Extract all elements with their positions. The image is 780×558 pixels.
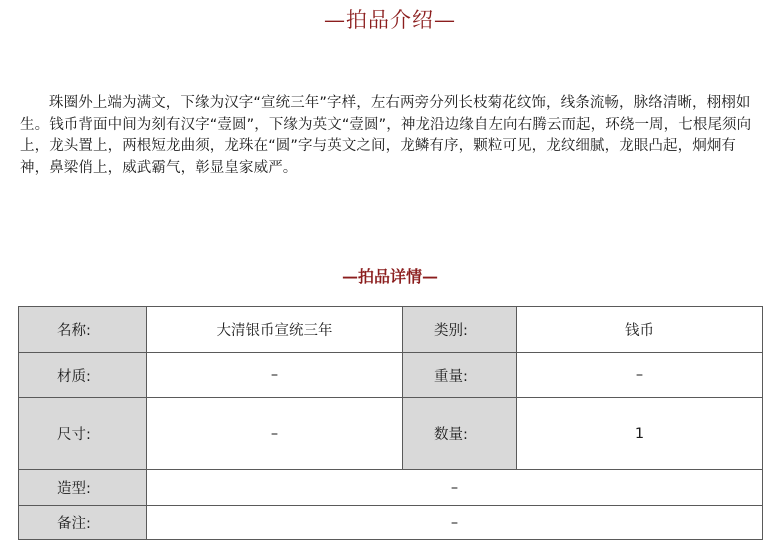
table-row (19, 398, 763, 470)
lot-intro-heading: —拍品介绍— (324, 8, 456, 32)
table-row (19, 353, 763, 398)
lot-description: 珠圈外上端为满文，下缘为汉字“宣统三年”字样，左右两旁分列长枝菊花纹饰，线条流畅，脉络清晰，栩栩如生。钱币背面中间为刻有汉字“壹圆”，下缘为英文“壹圆”，神龙沿边缘自左向右腾云而起，环绕一周，七根尾须向上，龙头置上，两根短龙曲须，龙珠在“圆”字与英文之间，龙鳞有序，颗粒可见，龙纹细腻，龙眼凸起，炯炯有神，鼻梁俏上，威武霸气，彰显皇家威严。 (20, 95, 752, 176)
weight-label: 重量: (403, 353, 517, 398)
shape-value: – (147, 470, 763, 506)
remark-label: 备注: (19, 506, 147, 540)
category-value: 钱币 (517, 307, 763, 353)
material-value: – (147, 353, 403, 398)
quantity-label: 数量: (403, 398, 517, 470)
table-row (19, 506, 763, 540)
weight-value: – (517, 353, 763, 398)
lot-details-heading: —拍品详情— (341, 267, 438, 286)
table-row (19, 470, 763, 506)
table-row (19, 307, 763, 353)
shape-label: 造型: (19, 470, 147, 506)
size-label: 尺寸: (19, 398, 147, 470)
lot-details-table (18, 306, 763, 540)
name-value: 大清银币宣统三年 (147, 307, 403, 353)
size-value: – (147, 398, 403, 470)
category-label: 类别: (403, 307, 517, 353)
remark-value: – (147, 506, 763, 540)
quantity-value: 1 (517, 398, 763, 470)
material-label: 材质: (19, 353, 147, 398)
name-label: 名称: (19, 307, 147, 353)
